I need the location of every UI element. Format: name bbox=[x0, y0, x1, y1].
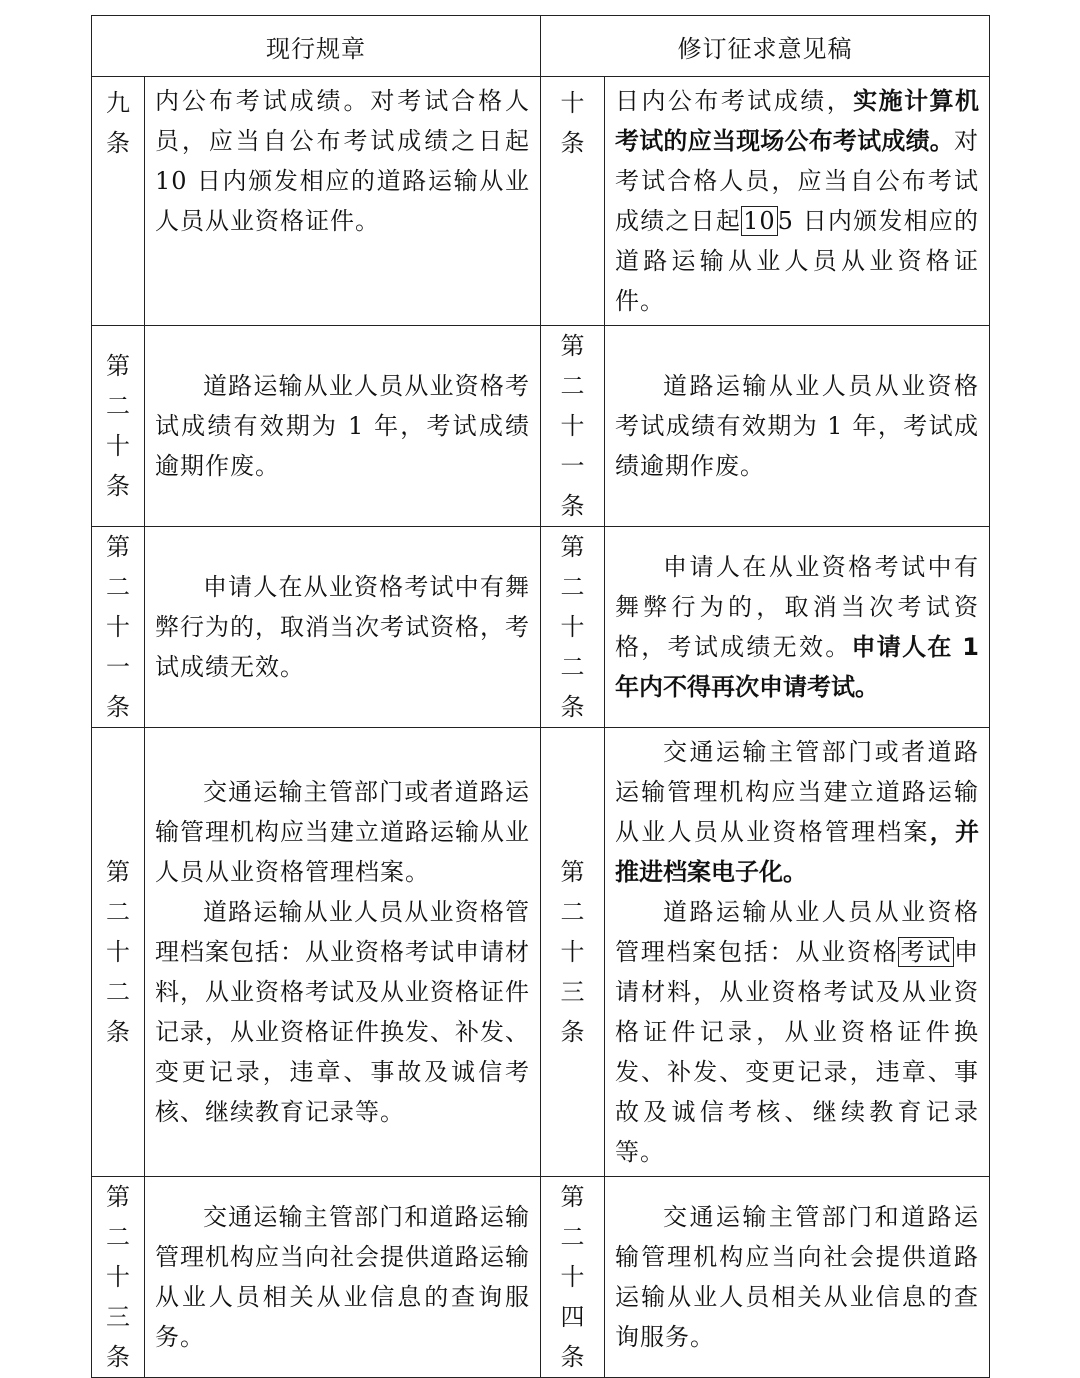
table-row bbox=[92, 527, 990, 728]
current-article-text: 申请人在从业资格考试中有舞弊行为的，取消当次考试资格，考试成绩无效。 bbox=[145, 527, 541, 728]
current-article-number: 九 条 bbox=[92, 77, 145, 326]
current-article-number: 第 二 十 条 bbox=[92, 326, 145, 527]
revised-article-number: 第 二 十 四 条 bbox=[541, 1177, 605, 1378]
table-row bbox=[92, 728, 990, 1177]
current-article-text: 道路运输从业人员从业资格考试成绩有效期为 1 年，考试成绩逾期作废。 bbox=[145, 326, 541, 527]
revised-article-text: 交通运输主管部门和道路运输管理机构应当向社会提供道路运输从业人员相关从业信息的查询服务。 bbox=[605, 1177, 990, 1378]
revised-article-number: 第 二 十 三 条 bbox=[541, 728, 605, 1177]
current-article-text: 交通运输主管部门和道路运输管理机构应当向社会提供道路运输从业人员相关从业信息的查询服务。 bbox=[145, 1177, 541, 1378]
table-row bbox=[92, 77, 990, 326]
revised-article-text: 申请人在从业资格考试中有舞弊行为的，取消当次考试资格，考试成绩无效。申请人在 1 年内不得再次申请考试。 bbox=[605, 527, 990, 728]
header-revised: 修订征求意见稿 bbox=[541, 16, 990, 77]
comparison-document bbox=[91, 15, 989, 1378]
deleted-text: 10 bbox=[743, 207, 776, 235]
revised-article-text: 交通运输主管部门或者道路运输管理机构应当建立道路运输从业人员从业资格管理档案，并推进档案电子化。 道路运输从业人员从业资格管理档案包括：从业资格考试申请材料，从业资格考试及从业资格证件记录，从业资格证件换发、补发、变更记录，违章、事故及诚信考核、继续教育记录等。 bbox=[605, 728, 990, 1177]
header-current: 现行规章 bbox=[92, 16, 541, 77]
added-text: 实施计算机考试的应当现场公布考试成绩。 bbox=[615, 87, 980, 155]
added-text: 申请人在 1 年内不得再次申请考试。 bbox=[615, 633, 979, 701]
current-article-number: 第 二 十 三 条 bbox=[92, 1177, 145, 1378]
deleted-text: 考试 bbox=[900, 938, 953, 966]
current-article-number: 第 二 十 二 条 bbox=[92, 728, 145, 1177]
revised-article-number: 第 二 十 二 条 bbox=[541, 527, 605, 728]
table-header-row bbox=[92, 16, 990, 77]
revised-article-number: 十 条 bbox=[541, 77, 605, 326]
current-article-text: 内公布考试成绩。对考试合格人员，应当自公布考试成绩之日起 10 日内颁发相应的道路运输从业人员从业资格证件。 bbox=[145, 77, 541, 326]
revised-article-number: 第 二 十 一 条 bbox=[541, 326, 605, 527]
revised-article-text: 道路运输从业人员从业资格考试成绩有效期为 1 年，考试成绩逾期作废。 bbox=[605, 326, 990, 527]
table-row bbox=[92, 1177, 990, 1378]
comparison-table bbox=[91, 15, 990, 1378]
current-article-text: 交通运输主管部门或者道路运输管理机构应当建立道路运输从业人员从业资格管理档案。 道路运输从业人员从业资格管理档案包括：从业资格考试申请材料，从业资格考试及从业资格证件记录，从业资格证件换发、补发、变更记录，违章、事故及诚信考核、继续教育记录等。 bbox=[145, 728, 541, 1177]
table-row bbox=[92, 326, 990, 527]
added-text: ，并推进档案电子化。 bbox=[615, 818, 980, 886]
current-article-number: 第 二 十 一 条 bbox=[92, 527, 145, 728]
revised-article-text: 日内公布考试成绩，实施计算机考试的应当现场公布考试成绩。对考试合格人员，应当自公布考试成绩之日起105 日内颁发相应的道路运输从业人员从业资格证件。 bbox=[605, 77, 990, 326]
